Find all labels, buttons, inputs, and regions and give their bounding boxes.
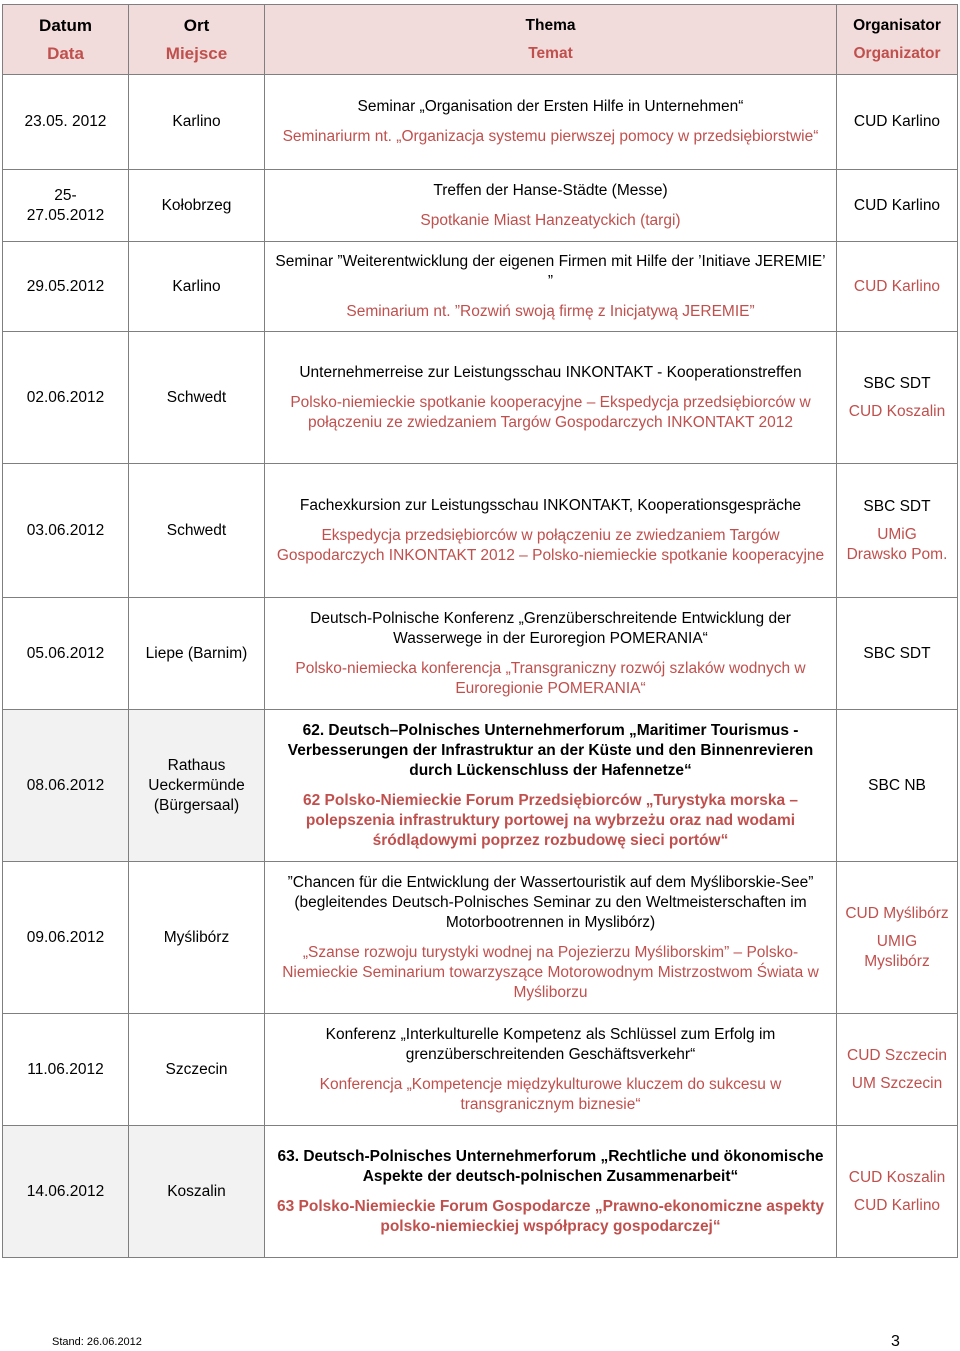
- topic-polish: Spotkanie Miast Hanzeatyckich (targi): [420, 211, 681, 229]
- cell-date: 11.06.2012: [3, 1014, 129, 1126]
- cell-date: 09.06.2012: [3, 862, 129, 1014]
- topic-polish: 62 Polsko-Niemieckie Forum Przedsiębiorców „Turystyka morska – polepszenia infrastruktury portowej na wybrzeżu oraz nad wodami śródlądowymi poprzez rozbudowę sieci portów“: [302, 791, 799, 849]
- topic-polish: Seminarium nt. ”Rozwiń swoją firmę z Inicjatywą JEREMIE”: [346, 302, 755, 320]
- cell-organizer: [837, 170, 958, 242]
- table-row: [3, 710, 958, 862]
- organizer-name: CUD Karlino: [853, 1196, 941, 1214]
- topic-spacer: [271, 292, 830, 302]
- header-place: Ort Miejsce: [129, 5, 265, 75]
- cell-place: Schwedt: [129, 464, 265, 598]
- cell-topic: [265, 598, 837, 710]
- cell-organizer: [837, 1126, 958, 1258]
- cell-organizer: [837, 332, 958, 464]
- topic-polish: Ekspedycja przedsiębiorców w połączeniu ze zwiedzaniem Targów Gospodarczych INKONTAKT 2012 – Polsko-niemieckie spotkanie kooperacyjne: [276, 526, 825, 564]
- topic-polish: 63 Polsko-Niemieckie Forum Gospodarcze „Prawno-ekonomiczne aspekty polsko-niemieckiej współpracy gospodarczej“: [277, 1197, 824, 1235]
- topic-german: Fachexkursion zur Leistungsschau INKONTAKT, Kooperationsgespräche: [299, 496, 802, 514]
- cell-topic: [265, 1126, 837, 1258]
- topic-german: ”Chancen für die Entwicklung der Wassertouristik auf dem Myśliborskie-See” (begleitendes Deutsch-Polnisches Seminar zu den Weltmeisterschaften im Motorbootrennen in Myslibórz): [287, 873, 814, 931]
- organizer-name: SBC SDT: [863, 644, 931, 662]
- topic-german: Unternehmerreise zur Leistungsschau INKONTAKT - Kooperationstreffen: [299, 363, 802, 381]
- organizer-name: CUD Koszalin: [848, 1168, 946, 1186]
- organizer-name: CUD Karlino: [853, 113, 941, 130]
- topic-german: 62. Deutsch–Polnisches Unternehmerforum „Maritimer Tourismus - Verbesserungen der Infrastruktur an der Küste und den Binnenrevieren durch Lückenschluss der Hafennetze“: [287, 721, 814, 779]
- cell-date: 02.06.2012: [3, 332, 129, 464]
- topic-spacer: [271, 117, 830, 127]
- table-row: [3, 1126, 958, 1258]
- cell-topic: [265, 862, 837, 1014]
- table-row: [3, 464, 958, 598]
- cell-date: 23.05. 2012: [3, 75, 129, 170]
- topic-spacer: [271, 1065, 830, 1075]
- table-row: [3, 862, 958, 1014]
- topic-polish: „Szanse rozwoju turystyki wodnej na Pojezierzu Myśliborskim” – Polsko-Niemieckie Seminarium towarzyszące Motorowodnym Mistrzostwom Świata w Myśliborzu: [282, 943, 819, 1001]
- cell-place: Kołobrzeg: [129, 170, 265, 242]
- header-topic: Thema Temat: [265, 5, 837, 75]
- topic-spacer: [271, 516, 830, 526]
- footer-stand: Stand: 26.06.2012: [52, 1336, 142, 1348]
- table-body: [3, 75, 958, 1258]
- cell-organizer: [837, 242, 958, 332]
- topic-spacer: [271, 649, 830, 659]
- topic-german: Konferenz „Interkulturelle Kompetenz als Schlüssel zum Erfolg im grenzüberschreitenden Geschäftsverkehr“: [325, 1025, 776, 1063]
- cell-date: 25- 27.05.2012: [3, 170, 129, 242]
- cell-date: 29.05.2012: [3, 242, 129, 332]
- cell-topic: [265, 1014, 837, 1126]
- table-row: [3, 332, 958, 464]
- table-row: [3, 242, 958, 332]
- organizer-name: UMIG Myslibórz: [864, 932, 930, 970]
- cell-topic: [265, 464, 837, 598]
- cell-organizer: [837, 75, 958, 170]
- organizer-name: CUD Karlino: [853, 196, 941, 214]
- cell-organizer: [837, 598, 958, 710]
- organizer-name: UM Szczecin: [851, 1074, 943, 1092]
- organizer-name: SBC SDT: [863, 497, 931, 515]
- table-row: [3, 170, 958, 242]
- topic-polish: Konferencja „Kompetencje międzykulturowe kluczem do sukcesu w transgranicznym biznesie“: [319, 1075, 782, 1113]
- cell-topic: [265, 75, 837, 170]
- events-table: [2, 4, 958, 1258]
- topic-spacer: [271, 383, 830, 393]
- cell-place: Karlino: [129, 75, 265, 170]
- topic-polish: Polsko-niemieckie spotkanie kooperacyjne – Ekspedycja przedsiębiorców w połączeniu ze zwiedzaniem Targów Gospodarczych INKONTAKT 2012: [290, 393, 811, 431]
- cell-date: 05.06.2012: [3, 598, 129, 710]
- cell-place: Liepe (Barnim): [129, 598, 265, 710]
- organizer-name: CUD Koszalin: [848, 402, 946, 420]
- header-organizer: Organisator Organizator: [837, 5, 958, 75]
- organizer-name: SBC SDT: [863, 374, 931, 392]
- cell-topic: [265, 170, 837, 242]
- page-number: 3: [891, 1333, 900, 1350]
- organizer-name: CUD Myślibórz: [845, 904, 949, 922]
- cell-place: Rathaus Ueckermünde (Bürgersaal): [129, 710, 265, 862]
- cell-topic: [265, 242, 837, 332]
- cell-organizer: [837, 464, 958, 598]
- organizer-name: CUD Karlino: [853, 277, 941, 295]
- topic-german: Seminar „Organisation der Ersten Hilfe in Unternehmen“: [357, 98, 744, 115]
- organizer-name: CUD Szczecin: [847, 1046, 947, 1064]
- topic-spacer: [271, 201, 830, 211]
- cell-date: 03.06.2012: [3, 464, 129, 598]
- topic-german: 63. Deutsch-Polnisches Unternehmerforum „Rechtliche und ökonomische Aspekte der deutsch-polnischen Zusammenarbeit“: [277, 1147, 824, 1185]
- cell-place: Myślibórz: [129, 862, 265, 1014]
- cell-place: Schwedt: [129, 332, 265, 464]
- topic-polish: Polsko-niemiecka konferencja „Transgraniczny rozwój szlaków wodnych w Euroregionie POMERANIA“: [295, 659, 806, 697]
- cell-organizer: [837, 862, 958, 1014]
- cell-topic: [265, 710, 837, 862]
- table-row: [3, 1014, 958, 1126]
- cell-place: Karlino: [129, 242, 265, 332]
- cell-date: 08.06.2012: [3, 710, 129, 862]
- topic-german: Treffen der Hanse-Städte (Messe): [433, 181, 668, 199]
- cell-topic: [265, 332, 837, 464]
- topic-polish: Seminariurm nt. „Organizacja systemu pierwszej pomocy w przedsiębiorstwie“: [282, 128, 819, 145]
- cell-organizer: [837, 1014, 958, 1126]
- topic-german: Seminar ”Weiterentwicklung der eigenen Firmen mit Hilfe der ’Initiave JEREMIE’ ”: [275, 252, 826, 290]
- topic-spacer: [271, 933, 830, 943]
- topic-german: Deutsch-Polnische Konferenz „Grenzüberschreitende Entwicklung der Wasserwege in der Euroregion POMERANIA“: [310, 609, 791, 647]
- cell-place: Szczecin: [129, 1014, 265, 1126]
- organizer-name: UMiG Drawsko Pom.: [846, 525, 948, 563]
- cell-date: 14.06.2012: [3, 1126, 129, 1258]
- organizer-name: SBC NB: [868, 776, 926, 794]
- cell-organizer: [837, 710, 958, 862]
- topic-spacer: [271, 781, 830, 791]
- cell-place: Koszalin: [129, 1126, 265, 1258]
- table-header-row: [3, 5, 958, 75]
- header-date: Datum Data: [3, 5, 129, 75]
- table-row: [3, 75, 958, 170]
- table-row: [3, 598, 958, 710]
- topic-spacer: [271, 1187, 830, 1197]
